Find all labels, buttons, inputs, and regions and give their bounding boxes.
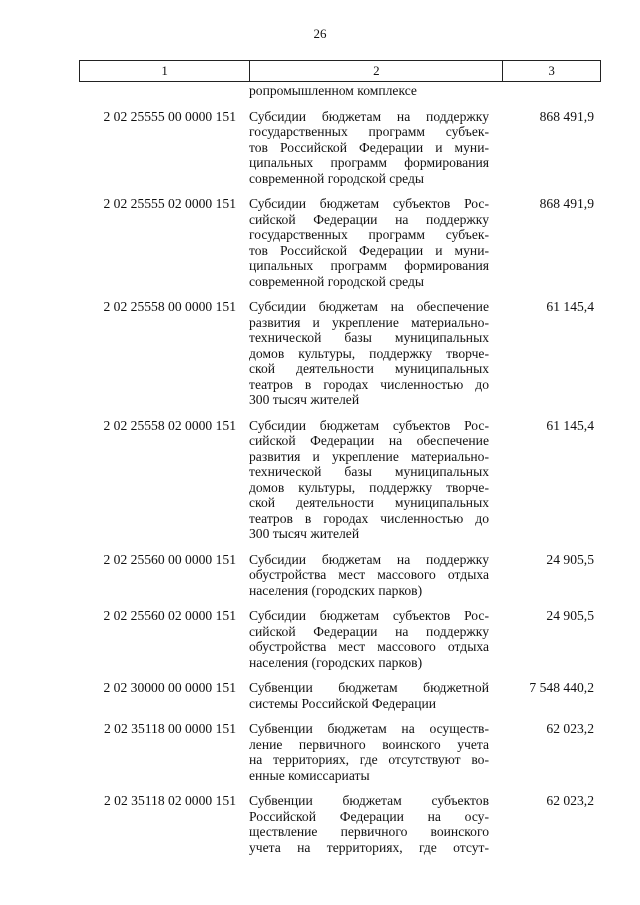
revenue-code: 2 02 35118 00 0000 151 [103,721,236,736]
revenue-name-line: Субвенции бюджетам на осуществ- [249,721,489,736]
revenue-name-line: Субвенции бюджетам субъектов [249,793,489,808]
revenue-row [79,196,601,289]
revenue-amount: 24 905,5 [546,608,594,623]
revenue-name-line: домов культуры, поддержку творче- [249,479,489,495]
column-header-3: 3 [503,61,601,82]
revenue-name [249,418,489,542]
revenue-name-line: Субсидии бюджетам на поддержку [249,108,489,124]
revenue-name-line: обустройства мест массового отдыха [249,639,489,654]
column-header-2: 2 [250,61,503,82]
revenue-name-line: ципальных программ формирования [249,258,489,273]
revenue-row [79,109,601,187]
revenue-amount: 7 548 440,2 [529,680,594,695]
revenue-name-line: сийской Федерации на поддержку [249,211,489,227]
revenue-name [249,721,489,783]
revenue-name [249,196,489,289]
revenue-name-line: населения (городских парков) [249,582,423,598]
revenue-amount: 24 905,5 [546,551,594,567]
revenue-name-line: Субвенции бюджетам бюджетной [249,680,489,695]
revenue-row [79,552,601,599]
revenue-amount: 61 145,4 [546,417,594,433]
revenue-name-line: сийской Федерации на поддержку [249,623,489,639]
revenue-code: 2 02 30000 00 0000 151 [103,680,236,695]
column-header-1: 1 [80,61,250,82]
revenue-name-line: государственных программ субъек- [249,227,489,242]
revenue-name-line: ление первичного воинского учета [249,736,489,752]
revenue-name [249,299,489,408]
revenue-code: 2 02 25558 02 0000 151 [103,417,236,433]
revenue-row [79,608,601,670]
revenue-row [79,418,601,542]
revenue-code: 2 02 25560 02 0000 151 [103,608,236,623]
revenue-code: 2 02 25555 02 0000 151 [103,196,236,211]
revenue-name-line: 300 тысяч жителей [249,392,360,407]
revenue-row [79,793,601,855]
revenue-code: 2 02 25560 00 0000 151 [103,551,236,567]
revenue-name-line: развития и укрепление материально- [249,314,489,330]
column-header-table [79,60,601,82]
budget-revenue-list [79,83,601,865]
revenue-name-line: Субсидии бюджетам на обеспечение [249,299,489,314]
revenue-amount: 62 023,2 [546,793,594,808]
revenue-name-line: театров в городах численностью до [249,376,489,392]
revenue-name-line: населения (городских парков) [249,654,423,670]
revenue-row [79,299,601,408]
revenue-name-line: енные комиссариаты [249,767,370,783]
revenue-name-line: Субсидии бюджетам субъектов Рос- [249,608,489,623]
revenue-name-line: Российской Федерации на осу- [249,808,489,824]
continued-text: ропромышленном комплексе [249,83,417,98]
revenue-name-line: ществление первичного воинского [249,824,489,839]
revenue-name-line: современной городской среды [249,273,425,289]
revenue-name [249,680,489,711]
revenue-code: 2 02 25555 00 0000 151 [103,108,236,124]
revenue-code: 2 02 35118 02 0000 151 [103,793,236,808]
revenue-name-line: развития и укрепление материально- [249,448,489,464]
page-number: 26 [313,26,327,41]
revenue-name-line: системы Российской Федерации [249,695,437,711]
revenue-name-line: ципальных программ формирования [249,155,489,170]
revenue-name [249,109,489,187]
revenue-row [79,680,601,711]
revenue-name-line: государственных программ субъек- [249,124,489,139]
revenue-name-line: ской деятельности муниципальных [249,361,489,376]
revenue-amount: 868 491,9 [539,108,594,124]
revenue-name-line: Субсидии бюджетам субъектов Рос- [249,196,489,211]
revenue-name-line: ской деятельности муниципальных [249,495,489,510]
revenue-name-line: театров в городах численностью до [249,510,489,526]
revenue-name-line: Субсидии бюджетам на поддержку [249,551,489,567]
revenue-row [79,721,601,783]
revenue-name-line: технической базы муниципальных [249,464,489,479]
revenue-name [249,608,489,670]
revenue-amount: 868 491,9 [539,196,594,211]
revenue-amount: 62 023,2 [546,721,594,736]
revenue-code: 2 02 25558 00 0000 151 [103,299,236,314]
revenue-name-line: Субсидии бюджетам субъектов Рос- [249,417,489,433]
revenue-name-line: обустройства мест массового отдыха [249,567,489,582]
revenue-name-line: учета на территориях, где отсут- [249,839,489,855]
revenue-name-line: технической базы муниципальных [249,330,489,345]
revenue-name [249,793,489,855]
revenue-name-line: на территориях, где отсутствуют во- [249,752,489,767]
revenue-name-line: домов культуры, поддержку творче- [249,345,489,361]
revenue-name-line: тов Российской Федерации и муни- [249,139,489,155]
revenue-name-line: 300 тысяч жителей [249,526,360,541]
revenue-name-line: современной городской среды [249,170,425,186]
revenue-name-line: тов Российской Федерации и муни- [249,242,489,258]
revenue-name-line: сийской Федерации на обеспечение [249,433,489,448]
revenue-name [249,552,489,599]
revenue-amount: 61 145,4 [546,299,594,314]
